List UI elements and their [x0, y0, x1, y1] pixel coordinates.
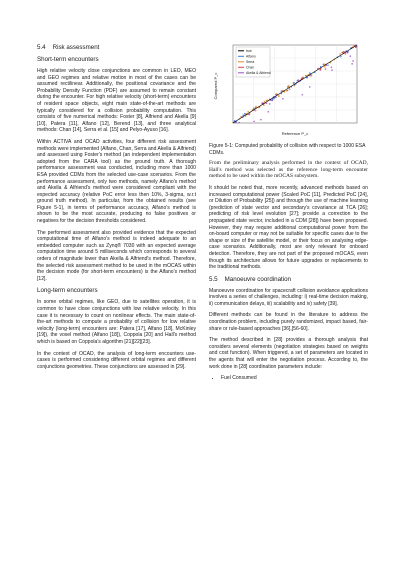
data-point [271, 100, 273, 102]
paragraph: Within ACTIVA and OCAD activities, four different risk assessment methods were implemented (Alfano, Chan, Serra and Akella & Alfriend) and assessed using Foster's method (an independent implementation adopted from the CARA tool) as the ground truth. A thorough performance assessment was conducted, including more than 1000 ESA provided CDMs from the selected use-case scenarios. From the performance assessment, only two methods, namely Alfano's method and Akella & Alfriend's method were considered compliant with the expected accuracy (relative PoC error less then 10%, 3-sigma, w.r.t ground truth method). In particular, from the obtained results (see Figure 5-1), in terms of performance accuracy, Alfano's method is shown to be the most accurate, producing no false positives or negatives for the decision thresholds considered. [37, 138, 196, 225]
paragraph: From the preliminary analysis performed in the context of OCAD, Hall's method was selected as the reference long-term encounter method to be used within the mOCAS subsystem. [209, 160, 368, 180]
data-point [269, 103, 271, 105]
data-point [244, 113, 246, 115]
subsection-heading: Long-term encounters [37, 287, 98, 295]
legend [236, 47, 271, 77]
list-item: • Fuel Consumed [221, 375, 368, 382]
legend-label: Serra [246, 60, 255, 64]
data-point [325, 68, 327, 70]
y-axis-label: Compared P_c [213, 72, 218, 100]
data-point [281, 90, 283, 92]
paragraph: The performed assessment also provided evidence that the expected computational time of Alfano's method is indeed adequate to an embedded computer such as Zynq® 7030 with an expected average computation time around 5 milliseconds which corresponds to several orders of magnitude lower than Akella & Alfriend's method. Therefore, the selected risk assessment method to be used in the mOCAS within the decision mode (for short-term encounters) is the Alfano's method [12]. [37, 229, 196, 282]
data-point [255, 110, 257, 112]
legend-label: Alfano [246, 54, 256, 59]
data-point [339, 53, 341, 55]
data-point [263, 104, 265, 106]
scatter-plot [209, 41, 368, 139]
data-point [249, 114, 251, 116]
section-heading [37, 44, 196, 52]
paragraph: Manoeuvre coordination for spacecraft collision avoidance applications involves a series of challenges, including: i) real-time decision making, ii) communication delays, iii) scalability and iv) safety [39]. [209, 287, 368, 307]
figure-5-1 [209, 41, 368, 139]
data-point [324, 66, 326, 68]
data-point [287, 86, 289, 88]
data-point [309, 86, 311, 88]
data-point [347, 52, 349, 54]
section-title: Manoeuvre coordination [224, 275, 291, 283]
data-point [266, 103, 268, 105]
data-point [238, 122, 240, 124]
data-point [331, 69, 333, 71]
data-point [305, 75, 307, 77]
data-point [265, 100, 267, 102]
data-point [286, 90, 288, 92]
x-axis-label: Reference P_c [281, 131, 309, 136]
data-point [289, 88, 291, 90]
data-point [264, 101, 266, 103]
data-point [327, 64, 329, 66]
paragraph: In the context of OCAD, the analysis of long-term encounters use-cases is performed considering different orbital regimes and different conjunctions geometries. These conjunctions are assessed in [29]. [37, 350, 196, 370]
subsection-heading: Short-term encounters [37, 56, 99, 63]
section-heading [209, 276, 368, 284]
data-point [242, 114, 244, 116]
legend-label: Akella & Alfriend [246, 71, 271, 75]
figure-caption: Figure 5-1: Computed probability of collision with respect to 1000 ESA CDMs. [209, 143, 366, 156]
data-point [278, 95, 280, 97]
paragraph: High relative velocity close conjunctions are common in LEO, MEO and GEO regimes and relative motion in most of the cases can be assumed rectilinear. Additionally, the positional covariance and the Probability Density Function (PDF) are assumed to remain constant during the encounter. For high relative velocity (short-term) encounters of resident space objects, eight main state-of-the-art methods are typically considered for a collision probability computation. This consists of five numerical methods: Foster [8], Alfriend and Akella [9][10], Patera [11], Alfano [12], Berend [13], and three analytical methods: Chan [14], Serra et al. [15] and Pelyo-Ayuso [16]. [37, 68, 196, 134]
data-point [275, 94, 277, 96]
data-point [311, 74, 313, 76]
data-point [301, 94, 303, 96]
data-point [320, 69, 322, 71]
paragraph: The method described in [28] provides a thorough analysis that considers several elements (negotiation strategies based on weights and cost function). When triggered, a set of parameters are located in the agents that will enter the negotiation process. According to, the work done in [28] coordination parameters include: [209, 337, 368, 370]
data-point [267, 111, 269, 113]
data-point [247, 111, 249, 113]
data-point [297, 80, 299, 82]
paragraph: It should be noted that, more recently, advanced methods based on increased computational power (Scaled PoC [11], Predicted PoC [24], or Dilution of Probability [25]) and through the use of machine learning (prediction of state vector and secondary's covariance at TCA [26]; predicting of risk level evolution [27]; provide a correction to the propagated state vector, included in a CDM [28]) have been proposed. However, they may require additional computational power from the on-board computer or may not be suitable for specific cases due to the shape or size of the satellite model, or their focus on analysing edge-case scenarios. Additionally, most are only relevant for onboard detection. Therefore, they are not part of the proposed mOCAS, even though its architecture allows for future upgrades or replacements to the traditional methods. [209, 184, 368, 271]
data-point [309, 72, 311, 74]
right-column [209, 41, 368, 382]
data-point [350, 55, 352, 57]
data-point [302, 77, 304, 79]
paragraph: In some orbital regimes, like GEO, due to satellites operation, it is common to have close conjunctions with low relative velocity. In this case it is necessary to count on nonlinear effects. The main state-of-the-art methods to compute a probability of collision for low relative velocity (long-term) encounters are: Patera [17], Alfano [18], McKinley [19]), the voxel method (Alfano [18]), Coppola [20] and Hall's method which is based on Coppola's algorithm [21][22][23]. [37, 299, 196, 345]
bullet-list [209, 375, 368, 382]
data-point [352, 60, 354, 62]
data-point [345, 53, 347, 55]
section-title: Risk assessment [52, 44, 100, 51]
data-point [340, 56, 342, 58]
data-point [293, 82, 295, 84]
paragraph: Different methods can be found in the literature to address the coordination problem, including purely randomized, impact based, fair-share or rule-based approaches [36],[56-60]. [209, 312, 368, 332]
legend-label: Chan [246, 65, 255, 70]
data-point [351, 63, 353, 65]
legend-label: true [246, 49, 252, 53]
data-point [260, 119, 262, 121]
data-point [282, 98, 284, 100]
left-column [37, 44, 196, 375]
section-number: 5.4 [37, 44, 46, 51]
data-point [331, 66, 333, 68]
section-number: 5.5 [209, 275, 218, 283]
data-point [253, 121, 255, 123]
